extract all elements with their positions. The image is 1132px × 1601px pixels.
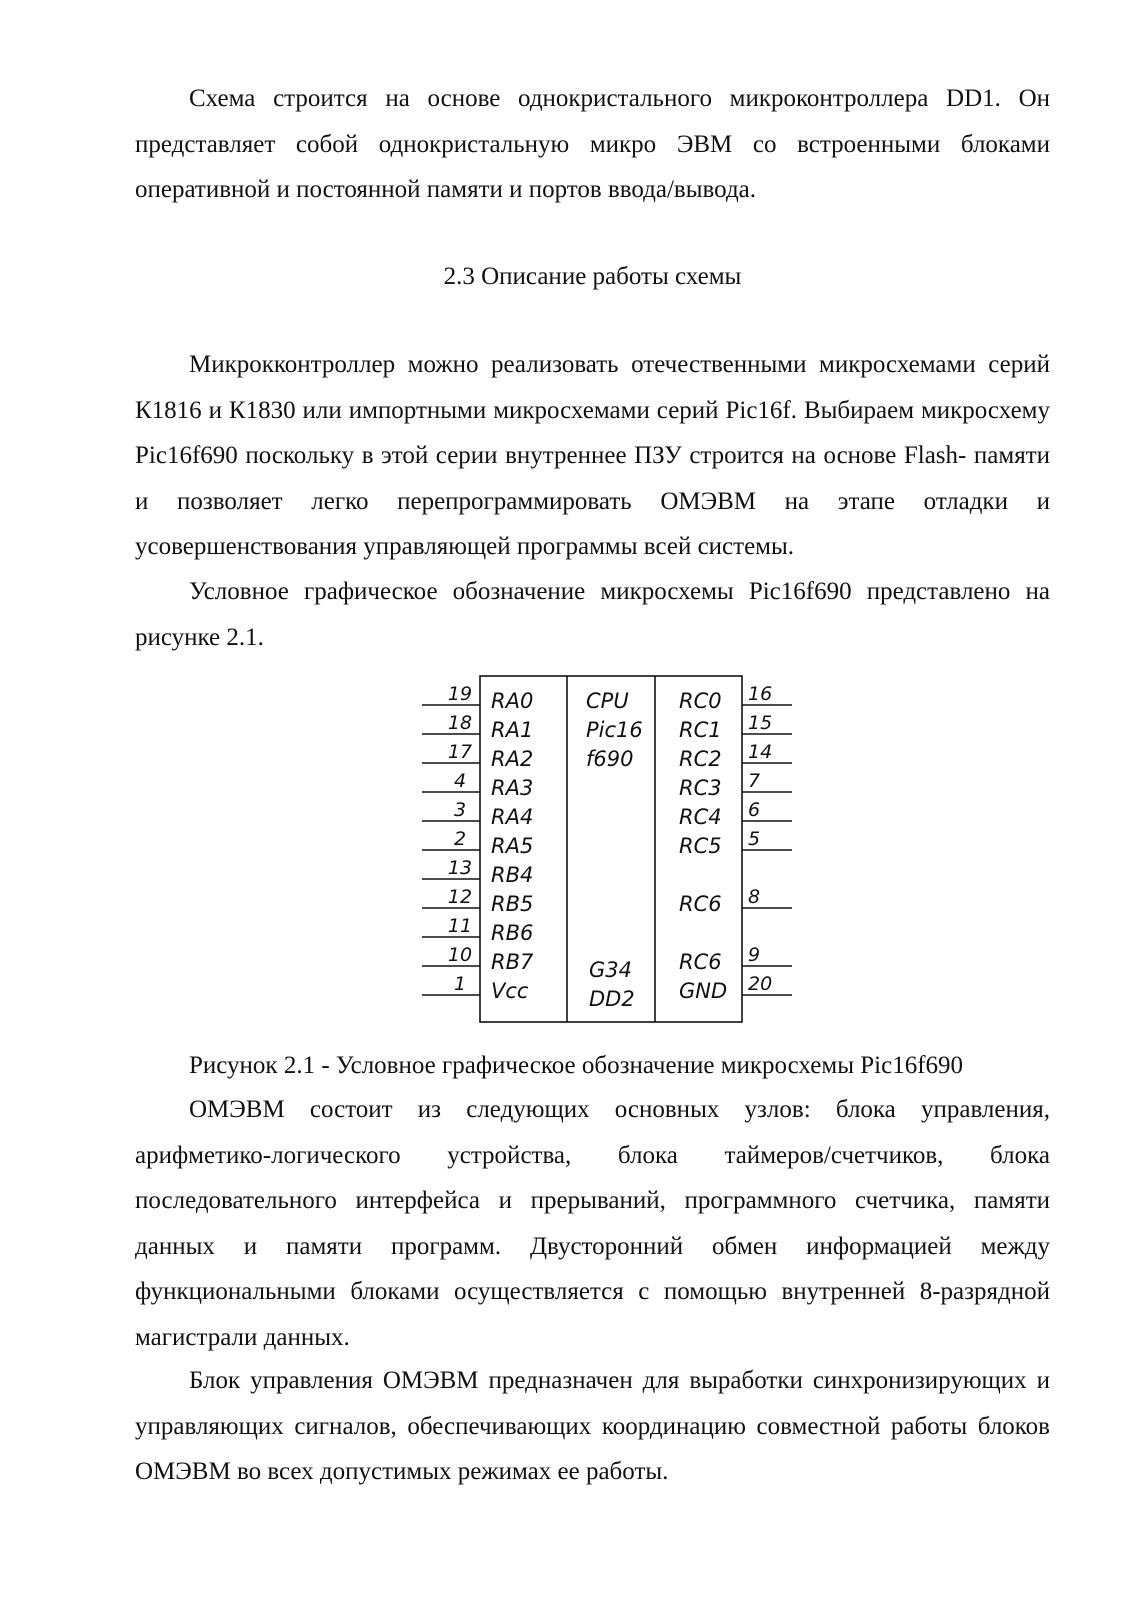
paragraph-control-block: Блок управления ОМЭВМ предназначен для выработки синхронизирующих и управляющих сигналов, обеспечивающих координацию совместной работы блоков ОМЭВМ во всех допустимых режимах ее работы. <box>135 1367 1050 1485</box>
pin-number: 4 <box>453 770 467 792</box>
pin-label: RA3 <box>491 776 534 800</box>
pin-label: RC3 <box>679 776 722 800</box>
pin-number: 8 <box>748 886 761 908</box>
pin-label: RB5 <box>491 892 534 916</box>
paragraph-microcontroller-choice: Микрокконтроллер можно реализовать отечественными микросхемами серий К1816 и К1830 или импортными микросхемами серий Pic16f. Выбираем микросхему Pic16f690 поскольку в этой серии внутреннее ПЗУ строится на основе Flash- памяти и позволяет легко перепрограммировать ОМЭВМ на этапе отладки и усовершенствования управляющей программы всей системы. <box>135 351 1050 560</box>
pin-number: 18 <box>447 712 473 734</box>
pin-label: RC5 <box>679 834 722 858</box>
pin-label: RC4 <box>679 805 722 829</box>
pin-number: 19 <box>447 683 473 705</box>
pin-label: RC6 <box>679 892 722 916</box>
pin-number: 13 <box>447 857 473 879</box>
pin-label: RA1 <box>491 718 534 742</box>
pin-number: 3 <box>453 799 467 821</box>
pin-number: 2 <box>453 828 467 850</box>
pin-number: 15 <box>748 712 773 734</box>
pin-number: 7 <box>748 770 761 792</box>
chip-name-line: f690 <box>586 747 634 771</box>
pin-number: 11 <box>447 915 473 937</box>
pin-label: RA4 <box>491 805 534 829</box>
pin-number: 12 <box>447 886 473 908</box>
paragraph-figure-reference: Условное графическое обозначение микросхемы Pic16f690 представлено на рисунке 2.1. <box>135 578 1050 651</box>
pin-number: 20 <box>748 973 773 995</box>
chip-designator-line: DD2 <box>589 987 635 1011</box>
pin-number: 9 <box>748 944 761 966</box>
paragraph-structure: ОМЭВМ состоит из следующих основных узлов: блока управления, арифметико-логического устройства, блока таймеров/счетчиков, блока последовательного интерфейса и прерываний, программного счетчика, памяти данных и памяти программ. Двусторонний обмен информацией между функциональными блоками осуществляется с помощью внутренней 8-разрядной магистрали данных. <box>135 1096 1050 1351</box>
chip-left-pins <box>422 683 534 1003</box>
pin-number: 16 <box>748 683 773 705</box>
pin-label: RB4 <box>491 863 534 887</box>
pin-label: RC2 <box>679 747 722 771</box>
pin-label: RC0 <box>679 689 722 713</box>
pin-number: 10 <box>447 944 473 966</box>
chip-name-line: CPU <box>586 689 629 713</box>
pin-number: 14 <box>748 741 773 763</box>
pin-label: RC6 <box>679 950 722 974</box>
paragraph-intro: Схема строится на основе однокристального микроконтроллера DD1. Он представляет собой однокристальную микро ЭВМ со встроенными блоками оперативной и постоянной памяти и портов ввода/вывода. <box>135 85 1050 203</box>
chip-designator-line: G34 <box>589 958 632 982</box>
pin-number: 6 <box>748 799 761 821</box>
pin-label: RC1 <box>679 718 722 742</box>
pin-label: RA5 <box>491 834 534 858</box>
pin-number: 5 <box>748 828 761 850</box>
chip-name-line: Pic16 <box>586 718 643 742</box>
pin-label: RB6 <box>491 921 534 945</box>
pin-number: 1 <box>453 973 467 995</box>
section-heading: 2.3 Описание работы схемы <box>443 263 742 290</box>
pin-label: RA2 <box>491 747 534 771</box>
pin-number: 17 <box>447 741 473 763</box>
pin-label: RA0 <box>491 689 534 713</box>
pin-label: Vcc <box>491 979 529 1003</box>
pin-label: GND <box>679 979 728 1003</box>
chip-right-pins <box>679 683 792 1003</box>
pin-label: RB7 <box>491 950 534 974</box>
chip-center-labels <box>586 689 643 1011</box>
figure-caption: Рисунок 2.1 - Условное графическое обозначение микросхемы Pic16f690 <box>189 1052 964 1079</box>
